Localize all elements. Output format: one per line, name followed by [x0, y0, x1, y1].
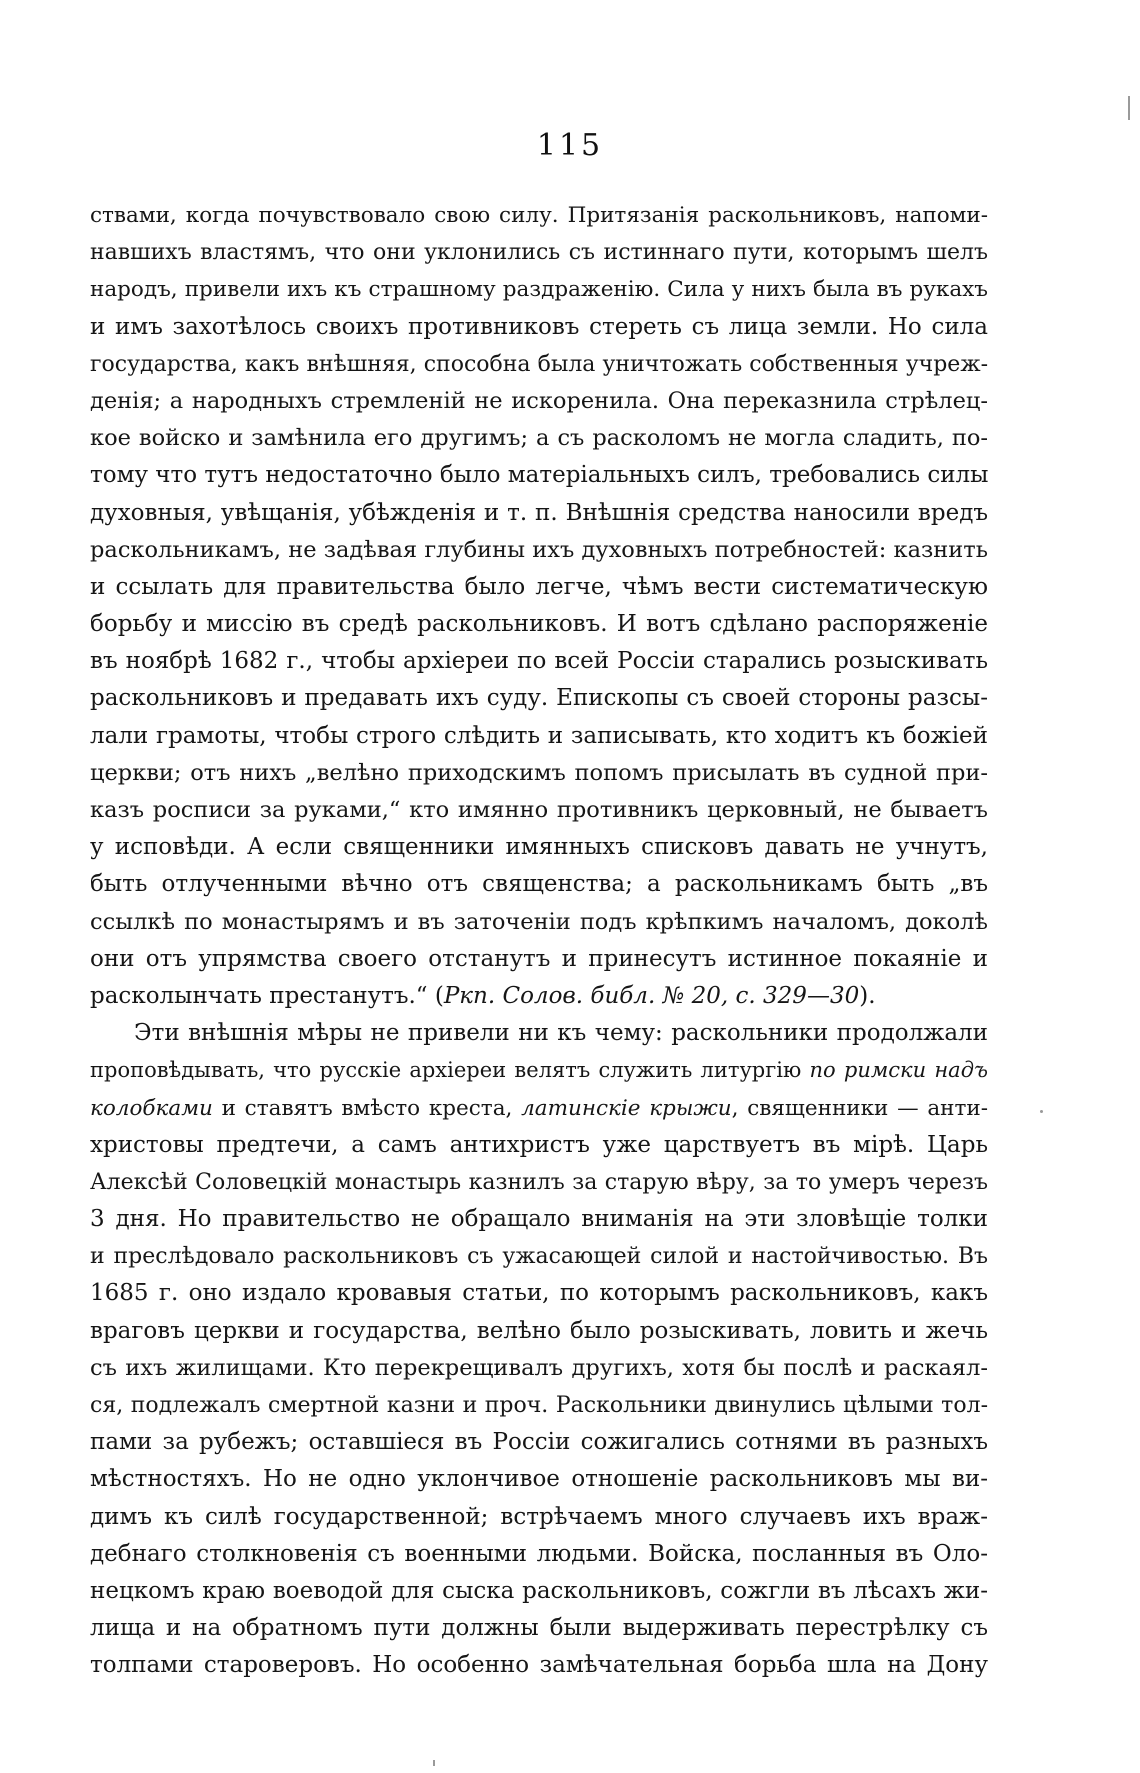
text-line: борьбу и миссію въ средѣ раскольниковъ. И вотъ сдѣлано распоряженіе [90, 611, 988, 638]
text-line: раскольниковъ и предавать ихъ суду. Епископы съ своей стороны разсы- [90, 685, 988, 712]
text-line: государства, какъ внѣшняя, способна была уничтожать собственныя учреж- [90, 351, 988, 377]
italic-phrase: колобками [90, 1095, 213, 1121]
text-line: казъ росписи за руками,“ кто имянно противникъ церковный, не бываетъ [90, 797, 988, 823]
page-number: 115 [536, 128, 604, 163]
paragraph-1 [90, 197, 988, 1015]
line-start: расколынчать престанутъ.“ ( [90, 982, 444, 1009]
citation: Ркп. Солов. библ. № 20, с. 329—30 [443, 982, 860, 1009]
text-line [90, 1052, 988, 1089]
body-text [90, 197, 988, 1685]
text-line: съ ихъ жилищами. Кто перекрещивалъ другихъ, хотя бы послѣ и раскаял- [90, 1354, 988, 1381]
text-line: навшихъ властямъ, что они уклонились съ истиннаго пути, которымъ шелъ [90, 240, 988, 266]
text-line: ся, подлежалъ смертной казни и проч. Раскольники двинулись цѣлыми тол- [90, 1393, 988, 1418]
text-line: лали грамоты, чтобы строго слѣдить и записывать, кто ходитъ къ божіей [90, 722, 988, 749]
scan-edge-mark [1128, 96, 1130, 120]
text-line: христовы предтечи, а самъ антихристъ уже царствуетъ въ мірѣ. Царь [90, 1131, 988, 1158]
text-line: тому что тутъ недостаточно было матеріальныхъ силъ, требовались силы [90, 462, 988, 489]
line-end: , священники — анти- [731, 1095, 988, 1121]
text-line: мѣстностяхъ. Но не одно уклончивое отношеніе раскольниковъ мы ви- [90, 1466, 988, 1493]
text-line-first: Эти внѣшнія мѣры не привели ни къ чему: раскольники продолжали [134, 1020, 988, 1047]
text-line: раскольникамъ, не задѣвая глубины ихъ духовныхъ потребностей: казнить [90, 536, 988, 563]
text-line: и имъ захотѣлось своихъ противниковъ стереть съ лица земли. Но сила [90, 313, 988, 340]
text-line: ствами, когда почувствовало свою силу. Притязанія раскольниковъ, напоми- [90, 203, 988, 228]
text-line: и ссылать для правительства было легче, чѣмъ вести систематическую [90, 573, 988, 600]
text-line: пами за рубежъ; оставшіеся въ Россіи сожигались сотнями въ разныхъ [90, 1429, 988, 1456]
text-line: дебнаго столкновенія съ военными людьми. Войска, посланныя въ Оло- [90, 1540, 988, 1567]
text-line: у исповѣди. А если священники имянныхъ списковъ давать не учнутъ, [90, 834, 988, 861]
text-line: народъ, привели ихъ къ страшному раздраженію. Сила у нихъ была въ рукахъ [90, 277, 988, 303]
text-line: кое войско и замѣнила его другимъ; а съ расколомъ не могла сладить, по- [90, 425, 988, 452]
text-line: быть отлученными вѣчно отъ священства; а раскольникамъ быть „въ [90, 871, 988, 898]
text-line: нецкомъ краю воеводой для сыска раскольниковъ, сожгли въ лѣсахъ жи- [90, 1577, 988, 1604]
scan-speck [433, 1760, 435, 1766]
text-line: въ ноябрѣ 1682 г., чтобы архіереи по всей Россіи старались розыскивать [90, 648, 988, 675]
text-line: толпами староверовъ. Но особенно замѣчательная борьба шла на Дону [90, 1652, 988, 1679]
text-line: димъ къ силѣ государственной; встрѣчаемъ много случаевъ ихъ враж- [90, 1503, 988, 1530]
line-start: проповѣдывать, что русскіе архіереи велятъ служить литургію [90, 1058, 810, 1083]
text-line: враговъ церкви и государства, велѣно было розыскивать, ловить и жечь [90, 1317, 988, 1344]
text-line: 3 дня. Но правительство не обращало вниманія на эти зловѣщіе толки [90, 1206, 988, 1233]
text-line: духовныя, увѣщанія, убѣжденія и т. п. Внѣшнія средства наносили вредъ [90, 499, 988, 526]
paragraph-2 [90, 1015, 988, 1684]
italic-phrase: по римски надъ [809, 1058, 988, 1083]
text-line: ссылкѣ по монастырямъ и въ заточеніи подъ крѣпкимъ началомъ, доколѣ [90, 908, 988, 935]
text-line: они отъ упрямства своего отстанутъ и принесутъ истинное покаяніе и [90, 945, 988, 972]
line-middle: и ставятъ вмѣсто креста, [212, 1095, 522, 1121]
text-line: лища и на обратномъ пути должны были выдерживать перестрѣлку съ [90, 1615, 988, 1642]
text-line: церкви; отъ нихъ „велѣно приходскимъ попомъ присылать въ судной при- [90, 759, 988, 786]
text-line: Алексѣй Соловецкій монастырь казнилъ за старую вѣру, за то умеръ черезъ [90, 1169, 988, 1195]
text-line: и преслѣдовало раскольниковъ съ ужасающей силой и настойчивостью. Въ [90, 1244, 988, 1270]
text-line: 1685 г. оно издало кровавыя статьи, по которымъ раскольниковъ, какъ [90, 1280, 988, 1307]
italic-phrase: латинскіе крыжи [521, 1095, 732, 1121]
line-end: ). [859, 982, 876, 1009]
text-line: денія; а народныхъ стремленій не искоренила. Она переказнила стрѣлец- [90, 387, 988, 414]
text-line-last [90, 978, 988, 1015]
text-line [90, 1090, 988, 1127]
scan-speck [1040, 1110, 1043, 1113]
